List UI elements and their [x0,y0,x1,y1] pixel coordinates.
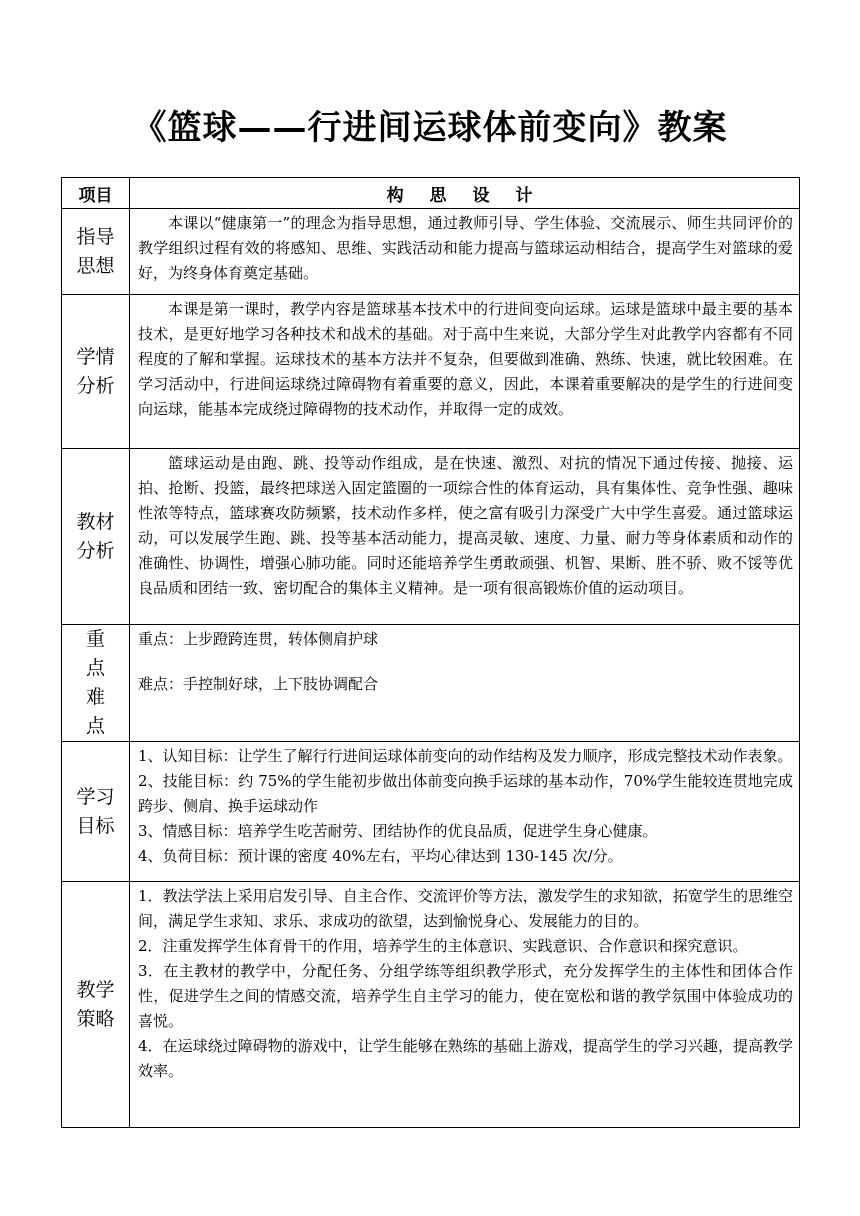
table-row-key-difficult [62,625,800,742]
row-label: 教学 策略 [62,882,130,1128]
goal-item: 3、情感目标：培养学生吃苦耐劳、团结协作的优良品质，促进学生身心健康。 [138,822,658,840]
goal-item: 4、负荷目标：预计课的密度 40%左右，平均心律达到 130-145 次/分。 [138,847,623,865]
table-row-guiding-thought [62,209,800,295]
strategy-item: 1．教法学法上采用启发引导、自主合作、交流评价等方法，激发学生的求知欲，拓宽学生的思维空间，满足学生求知、求乐、求成功的欲望，达到愉悦身心、发展能力的目的。 [138,887,793,930]
row-label: 重点 难点 [62,625,130,742]
header-design: 构 思 设 计 [130,178,800,209]
strategy-item: 2．注重发挥学生体育骨干的作用，培养学生的主体意识、实践意识、合作意识和探究意识。 [138,937,748,955]
row-label: 教材 分析 [62,449,130,625]
row-content [130,209,800,295]
table-header-row [62,178,800,209]
row-content [130,449,800,625]
page-title: 《篮球——行进间运球体前变向》教案 [132,108,728,148]
table-row-learning-goals [62,742,800,882]
paragraph: 篮球运动是由跑、跳、投等动作组成，是在快速、激烈、对抗的情况下通过传接、抛接、运拍、抢断、投篮，最终把球送入固定篮圈的一项综合性的体育运动，具有集体性、竞争性强、趣味性浓等特点，篮球赛攻防频繁，技术动作多样，使之富有吸引力深受广大中学生喜爱。通过篮球运动，可以发展学生跑、跳、投等基本活动能力，提高灵敏、速度、力量、耐力等身体素质和动作的准确性、协调性，增强心肺功能。同时还能培养学生勇敢顽强、机智、果断、胜不骄、败不馁等优良品质和团结一致、密切配合的集体主义精神。是一项有很高锻炼价值的运动项目。 [138,454,793,597]
lesson-plan-table [61,177,800,1128]
difficult-point: 难点：手控制好球，上下肢协调配合 [138,675,379,693]
row-label: 学习 目标 [62,742,130,882]
row-label: 指导 思想 [62,209,130,295]
goal-item: 1、认知目标：让学生了解行行进间运球体前变向的动作结构及发力顺序，形成完整技术动作表象。 [138,747,793,765]
key-point: 重点：上步蹬跨连贯，转体侧肩护球 [138,630,379,648]
table-row-learner-analysis [62,295,800,449]
row-content [130,295,800,449]
strategy-item: 4．在运球绕过障碍物的游戏中，让学生能够在熟练的基础上游戏，提高学生的学习兴趣，提高教学效率。 [138,1037,793,1080]
row-label: 学情 分析 [62,295,130,449]
table-row-material-analysis [62,449,800,625]
strategy-item: 3．在主教材的教学中，分配任务、分组学练等组织教学形式，充分发挥学生的主体性和团体合作性，促进学生之间的情感交流，培养学生自主学习的能力，使在宽松和谐的教学氛围中体验成功的喜悦。 [138,962,793,1030]
goal-item: 2、技能目标：约 75%的学生能初步做出体前变向换手运球的基本动作，70%学生能较连贯地完成跨步、侧肩、换手运球动作 [138,772,793,815]
header-item: 项目 [62,178,130,209]
paragraph: 本课是第一课时，教学内容是篮球基本技术中的行进间变向运球。运球是篮球中最主要的基本技术，是更好地学习各种技术和战术的基础。对于高中生来说，大部分学生对此教学内容都有不同程度的了解和掌握。运球技术的基本方法并不复杂，但要做到准确、熟练、快速，就比较困难。在学习活动中，行进间运球绕过障碍物有着重要的意义，因此，本课着重要解决的是学生的行进间变向运球，能基本完成绕过障碍物的技术动作，并取得一定的成效。 [138,300,793,418]
row-content [130,742,800,882]
row-content [130,625,800,742]
table-row-teaching-strategy [62,882,800,1128]
row-content [130,882,800,1128]
paragraph: 本课以“健康第一”的理念为指导思想，通过教师引导、学生体验、交流展示、师生共同评价的教学组织过程有效的将感知、思维、实践活动和能力提高与篮球运动相结合，提高学生对篮球的爱好，为终身体育奠定基础。 [138,214,793,282]
